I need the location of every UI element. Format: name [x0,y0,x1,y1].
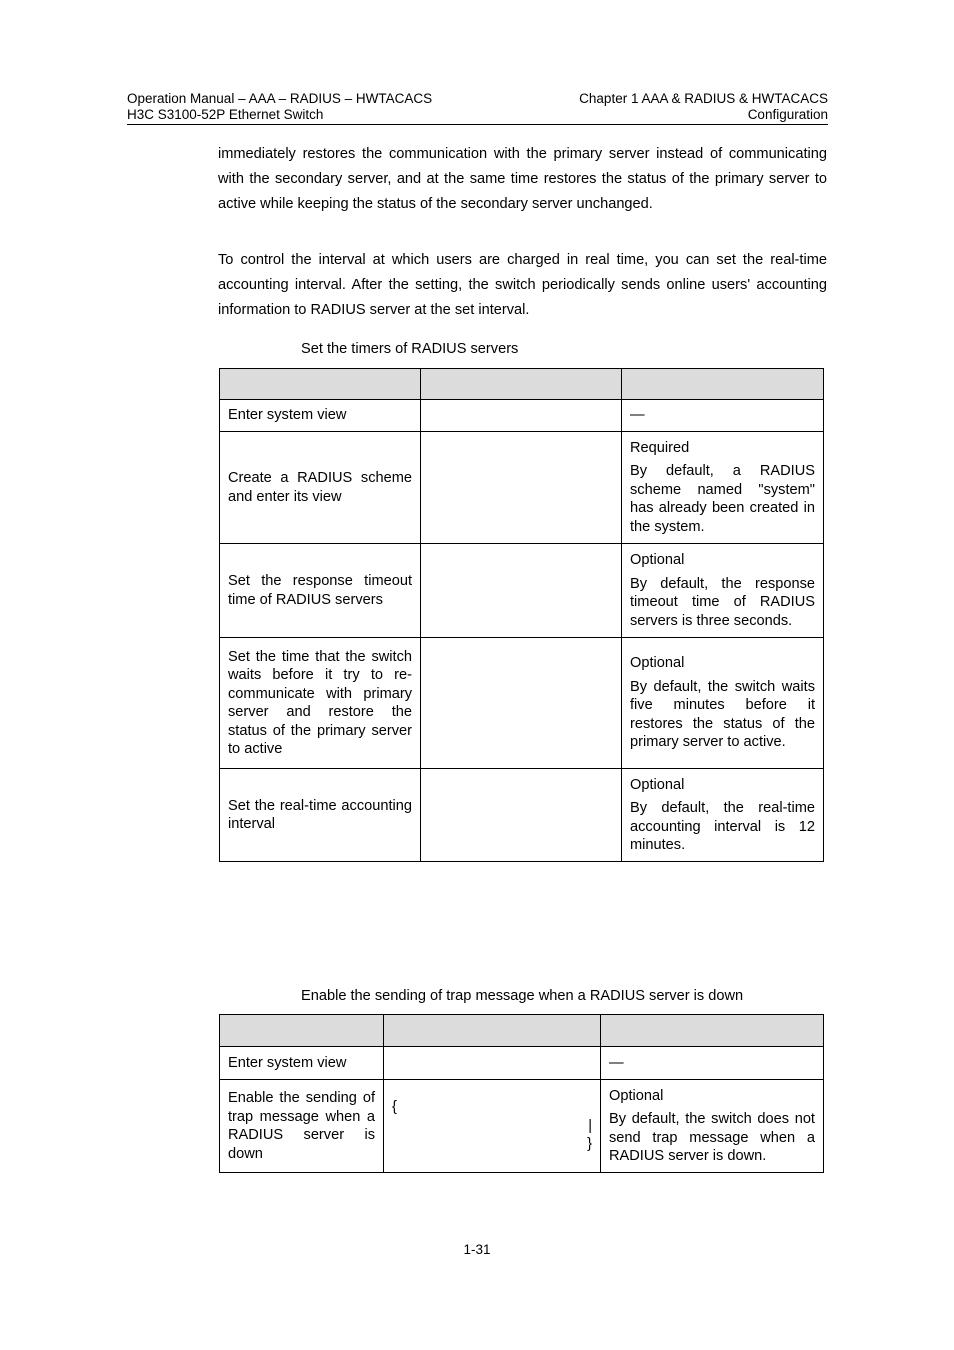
header-cell-command [421,369,622,400]
table-row [220,544,824,638]
header-cell-remarks [622,369,824,400]
command-brace-open: { [392,1099,397,1116]
command-separator: | [588,1117,592,1134]
remark-requirement: Optional [630,776,685,793]
remark-requirement: Optional [630,655,685,672]
body-paragraph: immediately restores the communication with the primary server instead of communicating with the secondary server, and at the same time restores the status of the primary server to active while keeping the status of the secondary server unchanged. [218,146,827,212]
command-brace-close: } [587,1136,592,1153]
operation-cell: Create a RADIUS scheme and enter its view [220,432,421,544]
header-rule [127,124,828,125]
chapter-title: Chapter 1 AAA & RADIUS & HWTACACS [579,91,828,106]
remarks-cell [622,769,824,862]
remarks-cell [622,432,824,544]
table-row [220,638,824,769]
operation-cell: Set the real-time accounting interval [220,769,421,862]
table-row [220,400,824,432]
running-header-left [127,91,432,123]
remarks-cell [601,1047,824,1080]
remarks-cell [622,400,824,432]
operation-cell: Set the response timeout time of RADIUS servers [220,544,421,638]
body-paragraph: To control the interval at which users are charged in real time, you can set the real-time accounting interval. After the setting, the switch periodically sends online users' accounting information to RADIUS server at the set interval. [218,252,827,318]
table-row [220,1080,824,1173]
remarks-cell [601,1080,824,1173]
product-name: H3C S3100-52P Ethernet Switch [127,107,324,122]
remark-description: By default, the switch does not send trap message when a RADIUS server is down. [609,1111,815,1164]
remark-requirement: Optional [609,1087,664,1104]
table-row [220,1047,824,1080]
table-header-row [220,1015,824,1047]
command-cell [384,1080,601,1173]
radius-timers-table [219,368,824,862]
header-cell-operation [220,1015,384,1047]
page-number: 1-31 [463,1242,491,1257]
remark-description: By default, the switch waits five minutes before it restores the status of the primary server to active. [630,678,815,751]
table-caption: Enable the sending of trap message when a RADIUS server is down [301,988,744,1004]
remark-requirement: Optional [630,552,685,568]
command-cell [421,432,622,544]
command-cell [421,769,622,862]
remark-dash: — [630,407,645,424]
trap-message-table [219,1014,824,1173]
table-row [220,432,824,544]
table-row [220,769,824,862]
remark-requirement: Required [630,439,690,456]
command-cell [384,1047,601,1080]
operation-cell: Enter system view [220,400,421,432]
running-header-right [579,91,828,123]
operation-cell: Enter system view [220,1047,384,1080]
table-caption: Set the timers of RADIUS servers [301,341,519,357]
remark-dash: — [609,1054,624,1071]
section-title: Configuration [747,107,828,122]
command-cell [421,544,622,638]
remark-description: By default, the response timeout time of RADIUS servers is three seconds. [630,575,815,629]
operation-cell: Set the time that the switch waits before it try to re-communicate with primary server and restore the status of the primary server to active [220,638,421,769]
operation-cell: Enable the sending of trap message when a RADIUS server is down [220,1080,384,1173]
header-cell-remarks [601,1015,824,1047]
remark-description: By default, the real-time accounting interval is 12 minutes. [630,800,815,853]
remark-description: By default, a RADIUS scheme named "system" has already been created in the system. [630,463,815,535]
remarks-cell [622,544,824,638]
command-cell [421,400,622,432]
table-header-row [220,369,824,400]
command-cell [421,638,622,769]
remarks-cell [622,638,824,769]
header-cell-command [384,1015,601,1047]
manual-title: Operation Manual – AAA – RADIUS – HWTACACS [127,91,433,106]
header-cell-operation [220,369,421,400]
